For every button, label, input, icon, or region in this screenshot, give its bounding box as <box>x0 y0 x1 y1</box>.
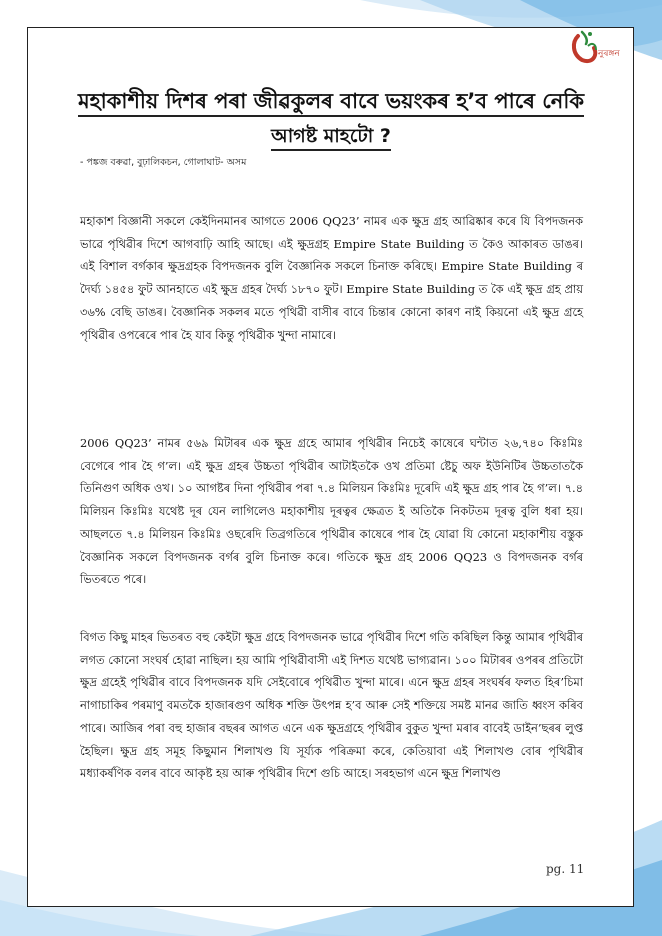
body-paragraph-1: মহাকাশ বিজ্ঞানী সকলে কেইদিনমানৰ আগতে 2006 QQ23’ নামৰ এক ক্ষুদ্ৰ গ্ৰহ আৱিষ্কাৰ কৰে যি বিপদজনক ভাৱে পৃথিৱীৰ দিশে আগবাঢ়ি আহি আছে। এই ক্ষুদ্ৰগ্ৰহ Empire State Building ত কৈও আকাৰত ডাঙৰ। এই বিশাল বৰ্গকাৰ ক্ষুদ্ৰগ্ৰহক বিপদজনক বুলি বৈজ্ঞানিক সকলে চিনাক্ত কৰিছে। Empire State Building ৰ দৈৰ্ঘ্য ১৪৫৪ ফুট আনহাতে এই ক্ষুদ্ৰ গ্ৰহৰ দৈৰ্ঘ্য ১৮৭০ ফুট। Empire State Building ত কৈ এই ক্ষুদ্ৰ গ্ৰহ প্ৰায় ৩৬% বেছি ডাঙৰ। বৈজ্ঞানিক সকলৰ মতে পৃথিৱী বাসীৰ বাবে চিন্তাৰ কোনো কাৰণ নাই কিয়নো এই ক্ষুদ্ৰ গ্ৰহে পৃথিৱীৰ ওপৰেৰে পাৰ হৈ যাব কিন্তু পৃথিৱীক খুন্দা নামাৰে। <box>80 214 583 342</box>
article-title-line-1: মহাকাশীয় দিশৰ পৰা জীৱকুলৰ বাবে ভয়ংকৰ হ’ব পাৰে নেকি <box>78 89 584 117</box>
magazine-logo <box>568 28 630 68</box>
article-title-line-2: আগষ্ট মাহটো ? <box>271 125 391 151</box>
page-number: pg. 11 <box>546 862 585 876</box>
author-byline: - পঙ্কজ বৰুৱা, বুঢ়ালিকচন, গোলাঘাট- অসম <box>80 157 247 168</box>
logo-text: নুৰঙ্গন <box>598 49 620 59</box>
article-title-continued <box>40 122 622 154</box>
article-title <box>40 85 622 120</box>
body-paragraph-2: 2006 QQ23’ নামৰ ৫৬৯ মিটাৰৰ এক ক্ষুদ্ৰ গ্ৰহে আমাৰ পৃথিৱীৰ নিচেই কাষেৰে ঘন্টাত ২৬,৭৪০ কিঃমিঃ বেগেৰে পাৰ হৈ গ’ল। এই ক্ষুদ্ৰ গ্ৰহৰ উচ্চতা পৃথিৱীৰ আটাইতকৈ ওখ প্ৰতিমা ষ্টেচু অফ ইউনিটিৰ উচ্চতাতকৈ তিনিগুণ অধিক ওখ। ১০ আগষ্টৰ দিনা পৃথিৱীৰ পৰা ৭.৪ মিলিয়ন কিঃমিঃ দূৰেদি এই ক্ষুদ্ৰ গ্ৰহ পাৰ হৈ গ’ল। ৭.৪ মিলিয়ন কিঃমিঃ যথেষ্ট দূৰ যেন লাগিলেও মহাকাশীয় দূৰত্বৰ ক্ষেত্ৰত ই অতিকৈ নিকটতম দূৰত্ব বুলি ধৰা হয়। আছলতে ৭.৪ মিলিয়ন কিঃমিঃ ওছৰেদি তিব্ৰগতিৰে পৃথিৱীৰ কাষেৰে পাৰ হৈ যোৱা যি কোনো মহাকাশীয় বস্তুক বৈজ্ঞানিক সকলে বিপদজনক বৰ্গৰ বুলি চিনাক্ত কৰে। গতিকে ক্ষুদ্ৰ গ্ৰহ 2006 QQ23 ও বিপদজনক বৰ্গৰ ভিতৰতে পৰে। <box>80 436 583 587</box>
body-paragraph-3: বিগত কিছু মাহৰ ভিতৰত বহু কেইটা ক্ষুদ্ৰ গ্ৰহে বিপদজনক ভাৱে পৃথিৱীৰ দিশে গতি কৰিছিল কিন্তু আমাৰ পৃথিৱীৰ লগত কোনো সংঘৰ্ষ হোৱা নাছিল। হয় আমি পৃথিৱীবাসী এই দিশত যথেষ্ট ভাগ্যৱান। ১০০ মিটাৰৰ ওপৰৰ প্ৰতিটো ক্ষুদ্ৰ গ্ৰহেই পৃথিৱীৰ বাবে বিপদজনক যদি সেইবোৰে পৃথিৱীত খুন্দা মাৰে। এনে ক্ষুদ্ৰ গ্ৰহৰ সংঘৰ্ষৰ ফলত হিৰ’চিমা নাগাচাকিৰ পৰমাণু বমতকৈ হাজাৰগুণ অধিক শক্তি উৎপন্ন হ’ব আৰু সেই শক্তিয়ে সমষ্ট মানৱ জাতি ধ্বংস কৰিব পাৰে। আজিৰ পৰা বহু হাজাৰ বছৰৰ আগত এনে এক ক্ষুদ্ৰগ্ৰহে পৃথিৱীৰ বুকুত খুন্দা মৰাৰ বাবেই ডাইন’ছৰৰ লুপ্ত হৈছিল। ক্ষুদ্ৰ গ্ৰহ সমূহ কিছুমান শিলাখণ্ড যি সূৰ্য্যক পৰিক্ৰমা কৰে, কেতিয়াবা এই শিলাখণ্ড বোৰ পৃথিৱীৰ মধ্যাকৰ্ষণিক বলৰ বাবে আকৃষ্ট হয় আৰু পৃথিৱীৰ দিশে গুচি আহে। সৰহভাগ এনে ক্ষুদ্ৰ শিলাখণ্ড <box>80 630 584 781</box>
